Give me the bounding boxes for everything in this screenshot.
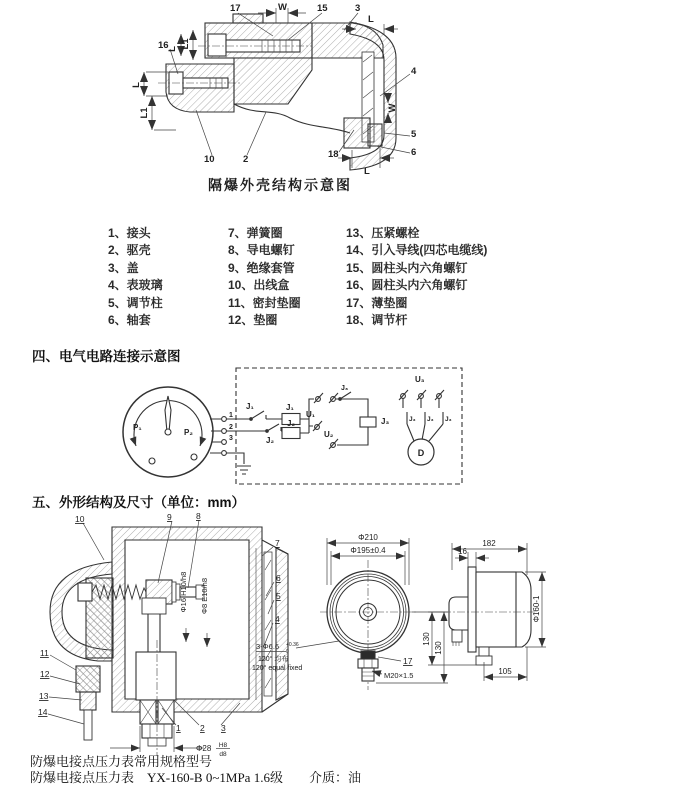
terminal-3: 3 xyxy=(229,435,233,442)
callout-5: 5 xyxy=(411,129,417,140)
part-item: 15、圆柱头内六角螺钉 xyxy=(346,260,468,275)
dim-w-top: W xyxy=(278,2,287,13)
dim-phi8: Φ8 E10/h8 xyxy=(200,577,209,615)
part-item: 1、接头 xyxy=(108,226,151,240)
outline-drawings xyxy=(0,506,699,758)
gauge-p2-label: P₂ xyxy=(184,428,193,437)
parts-list xyxy=(0,225,699,337)
j2-switch-label: J₂ xyxy=(266,436,275,445)
part-item: 9、绝缘套管 xyxy=(228,260,295,275)
circuit-enclosure xyxy=(236,368,462,484)
dim-phi28: Φ28 xyxy=(196,744,212,753)
terminal-1: 1 xyxy=(229,412,233,419)
u1-label: U₁ xyxy=(306,410,316,419)
part-item: 6、轴套 xyxy=(108,313,151,328)
dim-130-front: 130 xyxy=(434,641,443,655)
callout-3: 3 xyxy=(221,723,226,733)
part-item: 7、弹簧圈 xyxy=(228,226,283,240)
dim-l-top-right: L xyxy=(368,14,374,25)
dim-phi195: Φ195±0.4 xyxy=(350,546,386,555)
callout-5: 5 xyxy=(276,591,281,601)
j1-switch-label: J₁ xyxy=(246,402,254,411)
dim-130-side: 130 xyxy=(422,632,431,646)
dim-16: 16 xyxy=(458,547,467,556)
parts-list-col2 xyxy=(228,225,301,329)
callout-18: 18 xyxy=(328,149,339,160)
part-item: 3、盖 xyxy=(108,260,139,275)
u2-label: U₂ xyxy=(324,430,334,439)
callout-8: 8 xyxy=(196,511,201,521)
dim-holes-sub: 0 xyxy=(286,649,289,655)
j3-switch-label: J₃ xyxy=(341,385,349,392)
part-item: 4、表玻璃 xyxy=(108,278,163,293)
part-item: 16、圆柱头内六角螺钉 xyxy=(346,278,468,293)
part-item: 14、引入导线(四芯电缆线) xyxy=(346,243,488,258)
motor-d-label: D xyxy=(417,448,425,458)
terminal-2: 2 xyxy=(229,424,233,431)
section-view-drawing xyxy=(50,527,288,756)
dim-holes: 3-Φ6.6 xyxy=(256,642,280,651)
dim-thread: M20×1.5 xyxy=(384,671,414,680)
callout-4: 4 xyxy=(275,614,280,624)
holes-distribution-en: 120° equal fixed xyxy=(252,665,303,672)
callout-6: 6 xyxy=(276,573,281,583)
j2-coil-label: J₂ xyxy=(287,419,296,428)
footer-spec-model: 防爆电接点压力表 YX-160-B 0~1MPa 1.6级 介质：油 xyxy=(30,770,361,785)
part-item: 10、出线盒 xyxy=(228,278,290,293)
part-item: 5、调节柱 xyxy=(108,295,163,310)
dim-l-upper-left: L xyxy=(167,46,178,52)
j3-contact-a-label: J₃ xyxy=(409,416,416,423)
u3-label: U₃ xyxy=(415,375,425,384)
section5-title: 五、外形结构及尺寸（单位：mm） xyxy=(32,495,246,510)
section4-title: 四、电气电路连接示意图 xyxy=(32,349,181,364)
dim-182: 182 xyxy=(482,539,496,548)
callout-2: 2 xyxy=(200,723,205,733)
parts-list-col3 xyxy=(346,225,487,329)
part-item: 17、薄垫圈 xyxy=(346,295,408,310)
callout-14: 14 xyxy=(38,707,48,717)
holes-distribution-cn: 120° 均布 xyxy=(258,656,289,663)
callout-4: 4 xyxy=(411,66,417,77)
callout-2: 2 xyxy=(243,154,249,165)
parts-list-col1 xyxy=(108,225,163,329)
callout-1: 1 xyxy=(176,723,181,733)
shell-drawing-caption: 隔爆外壳结构示意图 xyxy=(208,177,352,193)
pressure-gauge-symbol xyxy=(123,387,213,477)
dim-w-right: W xyxy=(387,103,398,113)
j1-coil-label: J₁ xyxy=(286,403,294,412)
callout-6: 6 xyxy=(411,147,417,158)
callout-10: 10 xyxy=(75,514,85,524)
shell-body xyxy=(158,14,396,170)
footer-spec-heading: 防爆电接点压力表常用规格型号 xyxy=(30,754,213,769)
callout-3: 3 xyxy=(355,3,361,14)
dim-holes-sup: +0.36 xyxy=(286,642,299,648)
dim-phi28-fit-bot: d8 xyxy=(219,751,227,758)
gauge-p1-label: P₁ xyxy=(133,423,142,432)
callout-13: 13 xyxy=(39,691,49,701)
dim-l-bottom: L xyxy=(364,166,370,177)
dim-phi16: Φ16 H10/h8 xyxy=(179,571,188,613)
part-item: 18、调节杆 xyxy=(346,313,408,328)
callout-17: 17 xyxy=(230,3,241,14)
dim-phi160: Φ160-1 xyxy=(532,595,541,623)
dim-phi210: Φ210 xyxy=(358,533,378,542)
part-item: 8、导电螺钉 xyxy=(228,243,295,258)
callout-17: 17 xyxy=(403,656,413,666)
callout-10: 10 xyxy=(204,154,215,165)
callout-12: 12 xyxy=(40,669,50,679)
dim-l1-left: L1 xyxy=(139,107,150,119)
part-item: 13、压紧螺栓 xyxy=(346,226,420,240)
callout-11: 11 xyxy=(40,648,49,658)
circuit-diagram xyxy=(0,362,699,494)
dim-l1-upper-left: L1 xyxy=(180,38,191,50)
dim-l-left: L xyxy=(131,82,142,88)
j3-contact-c-label: J₃ xyxy=(445,416,452,423)
j3-coil-label: J₃ xyxy=(381,417,390,426)
callout-15: 15 xyxy=(317,3,328,14)
callout-9: 9 xyxy=(167,512,172,522)
j3-contact-b-label: J₃ xyxy=(427,416,434,423)
dim-phi28-fit-top: H8 xyxy=(218,742,228,749)
part-item: 12、垫圈 xyxy=(228,313,278,328)
part-item: 2、驱壳 xyxy=(108,243,151,258)
part-item: 11、密封垫圈 xyxy=(228,295,301,310)
callout-7: 7 xyxy=(275,538,280,548)
shell-structure-drawing xyxy=(0,0,699,202)
callout-16: 16 xyxy=(158,40,169,51)
side-view-drawing xyxy=(443,567,536,665)
dim-105: 105 xyxy=(498,667,512,676)
relay-circuit xyxy=(226,392,376,449)
